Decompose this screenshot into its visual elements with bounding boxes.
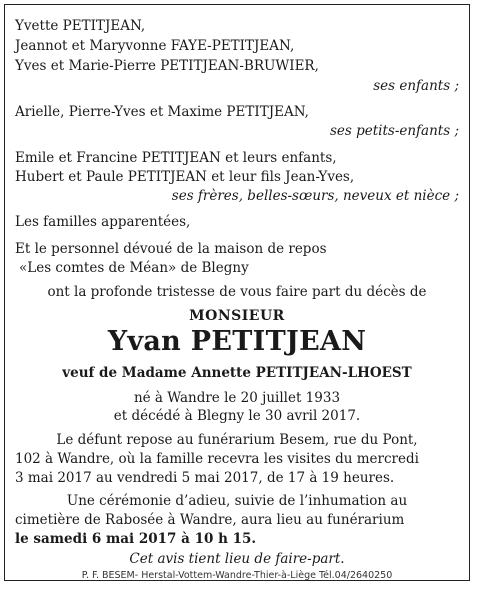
family-line: «Les comtes de Méan» de Blegny (19, 260, 249, 276)
family-line: Jeannot et Maryvonne FAYE-PETITJEAN, (15, 38, 295, 54)
family-line: Et le personnel dévoué de la maison de repos (15, 241, 327, 257)
closing-note: Cet avis tient lieu de faire-part. (129, 551, 345, 567)
announcement-text: ont la profonde tristesse de vous faire part du décès de (47, 284, 427, 300)
family-line: Yves et Marie-Pierre PETITJEAN-BRUWIER, (15, 58, 319, 74)
deceased-name: Yvan PETITJEAN (107, 326, 367, 357)
obituary-notice (4, 4, 470, 581)
ceremony-line: Une cérémonie d’adieu, suivie de l’inhumation au (66, 493, 408, 509)
family-line: Emile et Francine PETITJEAN et leurs enfants, (15, 150, 337, 166)
honorific-title: MONSIEUR (189, 308, 285, 324)
visitation-line: Le défunt repose au funérarium Besem, rue du Pont, (56, 432, 418, 448)
visitation-line: 102 à Wandre, où la famille recevra les visites du mercredi (15, 451, 419, 467)
death-line: et décédé à Blegny le 30 avril 2017. (113, 408, 361, 424)
relation-label: ses enfants ; (373, 78, 459, 94)
family-line: Arielle, Pierre-Yves et Maxime PETITJEAN, (15, 104, 309, 120)
funeral-home-footer: P. F. BESEM- Herstal-Vottem-Wandre-Thier-à-Liège Tél.04/2640250 (81, 570, 393, 581)
visitation-line: 3 mai 2017 au vendredi 5 mai 2017, de 17 à 19 heures. (15, 470, 395, 486)
ceremony-line: cimetière de Rabosée à Wandre, aura lieu au funérarium (15, 512, 405, 528)
relation-label: ses petits-enfants ; (329, 123, 459, 139)
ceremony-date: le samedi 6 mai 2017 à 10 h 15. (15, 531, 257, 547)
relation-label: ses frères, belles-sœurs, neveux et nièce ; (171, 188, 459, 204)
spouse-line: veuf de Madame Annette PETITJEAN-LHOEST (62, 365, 412, 381)
family-line: Yvette PETITJEAN, (15, 18, 146, 34)
family-line: Hubert et Paule PETITJEAN et leur fils Jean-Yves, (15, 169, 355, 185)
birth-line: né à Wandre le 20 juillet 1933 (133, 390, 341, 406)
family-line: Les familles apparentées, (15, 214, 191, 230)
